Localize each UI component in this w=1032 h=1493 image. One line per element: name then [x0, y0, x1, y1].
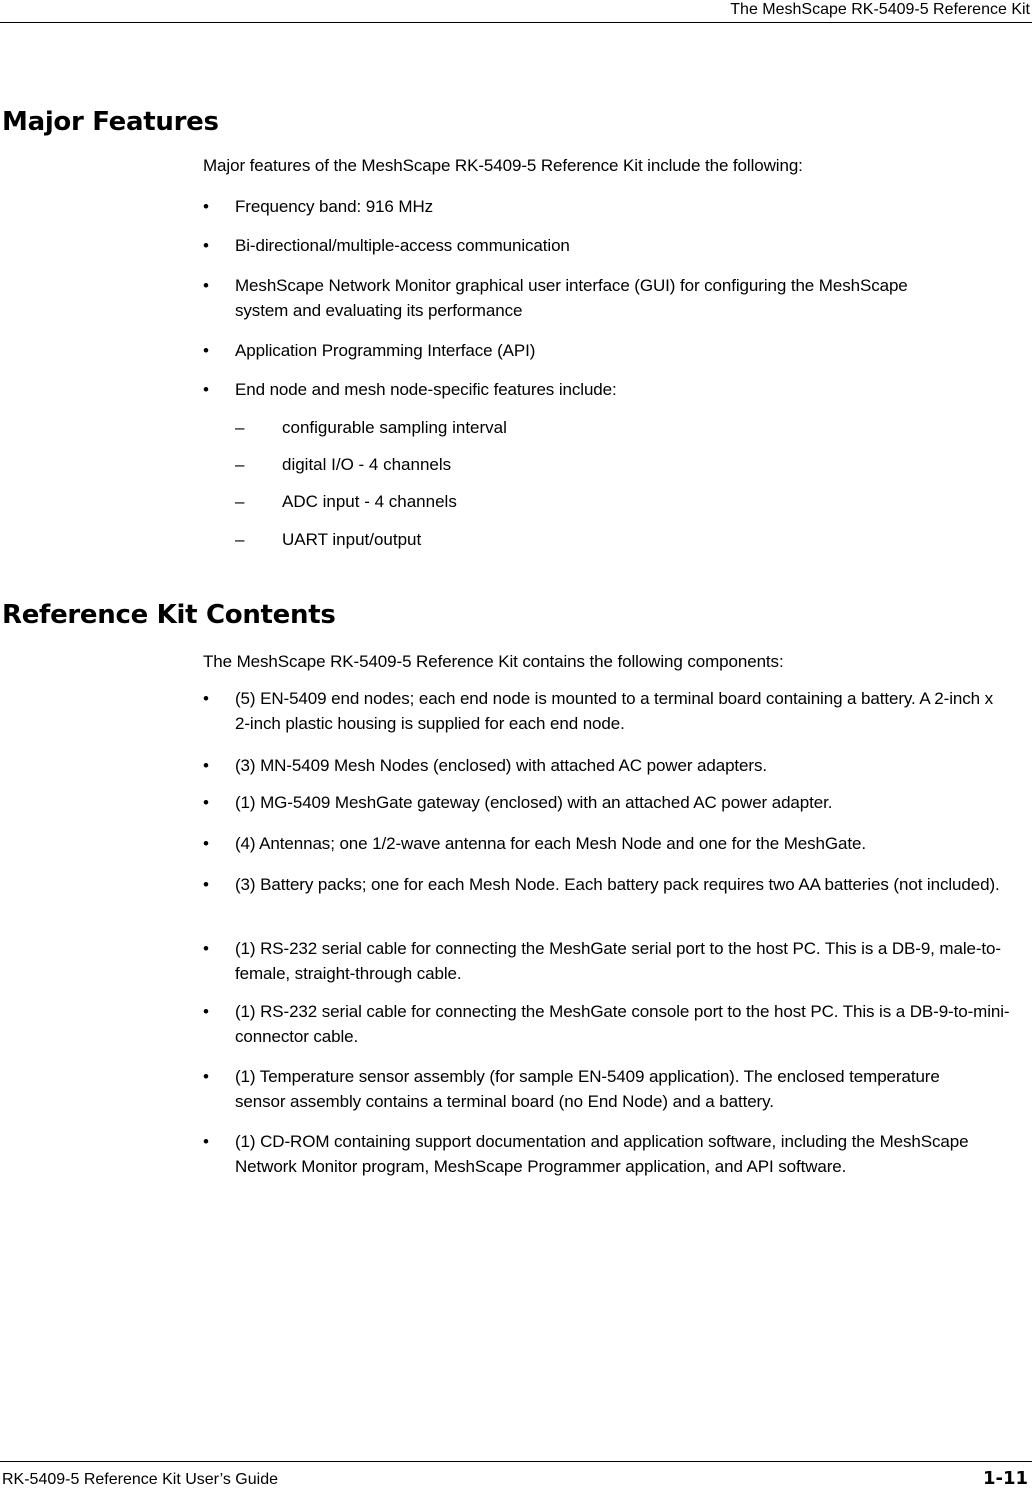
bullet-marker: • [203, 834, 209, 853]
list-item: • Bi-directional/multiple-access communication [203, 233, 1029, 258]
dash-marker: – [235, 418, 245, 437]
bullet-marker: • [203, 341, 209, 360]
bullet-marker: • [203, 939, 209, 958]
footer-guide-title: RK-5409-5 Reference Kit User’s Guide [2, 1471, 278, 1488]
bullet-marker: • [203, 197, 209, 216]
sub-list-item: – configurable sampling interval [235, 415, 1015, 440]
kit-contents-intro: The MeshScape RK-5409-5 Reference Kit contains the following components: [203, 652, 784, 671]
sub-list-item: – UART input/output [235, 527, 1015, 552]
list-item: • MeshScape Network Monitor graphical user interface (GUI) for configuring the MeshScape system and evaluating its performance [203, 273, 963, 323]
list-item: • (1) RS-232 serial cable for connecting the MeshGate serial port to the host PC. This is a DB-9, male-to-female, straight-through cable. [203, 936, 1029, 986]
list-item: • Application Programming Interface (API) [203, 338, 1029, 363]
list-item: • (1) MG-5409 MeshGate gateway (enclosed) with an attached AC power adapter. [203, 790, 1029, 815]
bullet-marker: • [203, 756, 209, 775]
bullet-marker: • [203, 236, 209, 255]
footer-rule [0, 1461, 1032, 1462]
bullet-marker: • [203, 689, 209, 708]
dash-marker: – [235, 492, 245, 511]
list-item: • (1) CD-ROM containing support documentation and application software, including the MeshScape Network Monitor program, MeshScape Programmer application, and API software. [203, 1129, 1015, 1179]
list-item: • (4) Antennas; one 1/2-wave antenna for each Mesh Node and one for the MeshGate. [203, 831, 1029, 856]
dash-marker: – [235, 530, 245, 549]
list-item: • (1) Temperature sensor assembly (for sample EN-5409 application). The enclosed temperature sensor assembly contains a terminal board (no End Node) and a battery. [203, 1064, 993, 1114]
list-item: • (3) Battery packs; one for each Mesh Node. Each battery pack requires two AA batteries (not included). [203, 872, 1029, 897]
bullet-marker: • [203, 1067, 209, 1086]
dash-marker: – [235, 455, 245, 474]
header-rule [0, 22, 1032, 23]
major-features-intro: Major features of the MeshScape RK-5409-5 Reference Kit include the following: [203, 156, 803, 175]
list-item: • (1) RS-232 serial cable for connecting the MeshGate console port to the host PC. This is a DB-9-to-mini-connector cable. [203, 999, 1029, 1049]
sub-list-item: – digital I/O - 4 channels [235, 452, 1015, 477]
bullet-marker: • [203, 276, 209, 295]
page-number: 1-11 [982, 1468, 1028, 1489]
bullet-marker: • [203, 793, 209, 812]
running-header: The MeshScape RK-5409-5 Reference Kit [730, 1, 1030, 18]
bullet-marker: • [203, 380, 209, 399]
bullet-marker: • [203, 1132, 209, 1151]
list-item: • End node and mesh node-specific features include: [203, 377, 1029, 402]
bullet-marker: • [203, 1002, 209, 1021]
list-item: • (3) MN-5409 Mesh Nodes (enclosed) with attached AC power adapters. [203, 753, 1029, 778]
section-heading-kit-contents: Reference Kit Contents [2, 600, 336, 630]
bullet-marker: • [203, 875, 209, 894]
sub-list-item: – ADC input - 4 channels [235, 489, 1015, 514]
list-item: • (5) EN-5409 end nodes; each end node is mounted to a terminal board containing a battery. A 2-inch x 2-inch plastic housing is supplied for each end node. [203, 686, 1003, 736]
section-heading-major-features: Major Features [2, 107, 219, 137]
list-item: • Frequency band: 916 MHz [203, 194, 1029, 219]
